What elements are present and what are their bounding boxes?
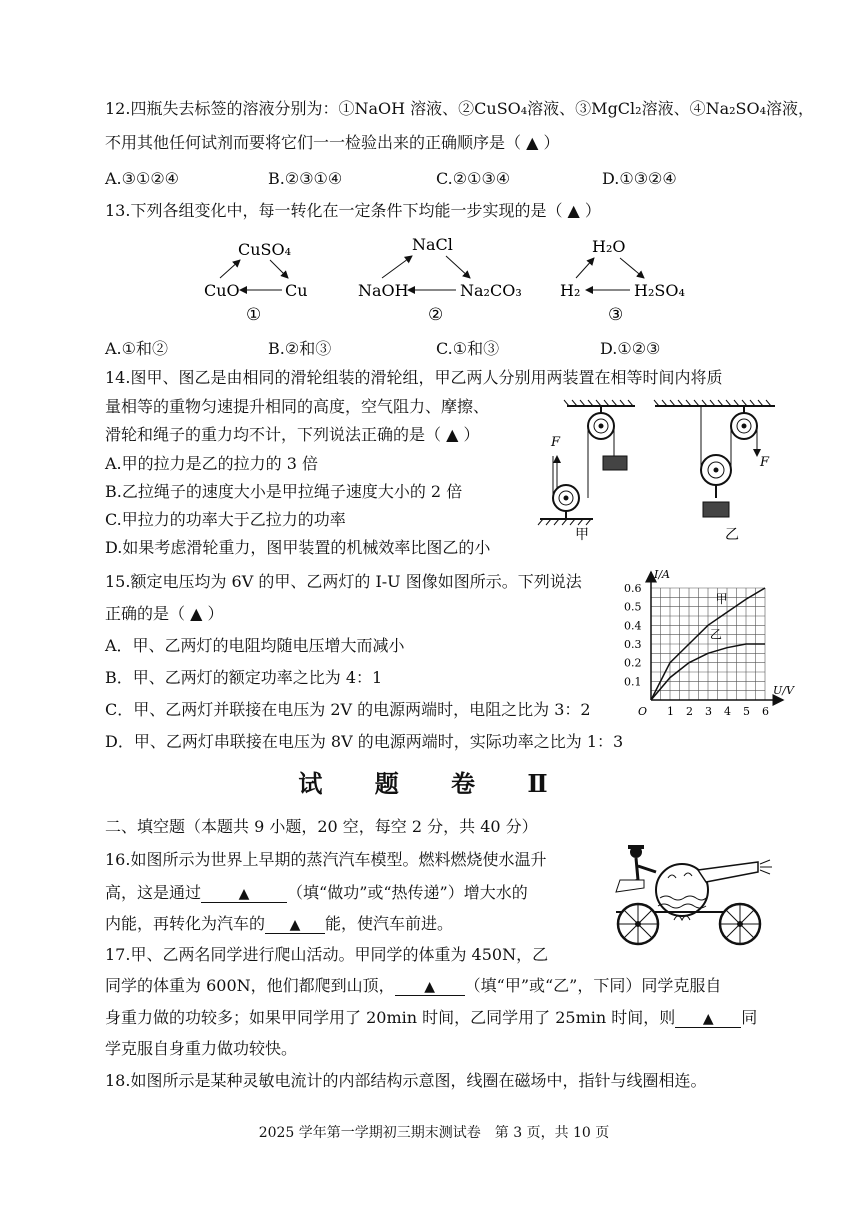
- q12-option-b: B.②③①④: [268, 169, 343, 188]
- q13-g1-arrow-up: [220, 260, 240, 278]
- q14-line3: 滑轮和绳子的重力均不计，下列说法正确的是（ ▲ ）: [105, 425, 480, 444]
- q13-g2-arrow-up: [382, 256, 412, 278]
- q14-option-a: A.甲的拉力是乙的拉力的 3 倍: [105, 454, 318, 473]
- q12-line1: 12.四瓶失去标签的溶液分别为：①NaOH 溶液、②CuSO₄溶液、③MgCl₂溶液、④Na₂SO₄溶液，: [105, 99, 815, 118]
- q12-option-c: C.②①③④: [436, 169, 511, 188]
- x-tick-label: 3: [705, 705, 712, 718]
- q16-text-d: 能，使汽车前进。: [325, 914, 454, 933]
- q17-blank-2[interactable]: ▲: [675, 1011, 741, 1028]
- q15-option-c: C．甲、乙两灯并联接在电压为 2V 的电源两端时，电阻之比为 3：2: [105, 700, 591, 719]
- q15-line1: 15.额定电压均为 6V 的甲、乙两灯的 I-U 图像如图所示。下列说法: [105, 572, 582, 591]
- q13-group-1: [204, 240, 308, 325]
- q15-line2: 正确的是（ ▲ ）: [105, 604, 224, 623]
- x-tick-label: 2: [686, 705, 693, 718]
- q14-line2: 量相等的重物匀速提升相同的高度，空气阻力、摩擦、: [105, 397, 490, 416]
- q17-text-b: （填“甲”或“乙”，下同）同学克服自: [464, 976, 722, 995]
- q14-force-b: F: [760, 455, 770, 470]
- q15-iu-chart: [618, 565, 803, 727]
- q17-text-d: 同: [741, 1008, 758, 1027]
- q16-text-a: 高，这是通过: [105, 883, 202, 902]
- q17-line4: 学克服自身重力做功较快。: [105, 1039, 298, 1058]
- q13-g2-arrow-down: [446, 256, 470, 278]
- steam-car-figure: [598, 832, 776, 950]
- q14-label-a: 甲: [575, 527, 589, 543]
- q13-g3-num: ③: [608, 305, 624, 325]
- q13-group-2: [358, 235, 522, 325]
- q16-line2: [105, 885, 528, 903]
- q13-g3-top: H₂O: [592, 237, 626, 256]
- q15-option-a: A．甲、乙两灯的电阻均随电压增大而减小: [105, 636, 405, 655]
- q13-option-b: B.②和③: [268, 339, 332, 358]
- q13-conversion-diagrams: [190, 228, 710, 328]
- page-footer: 2025 学年第一学期初三期末测试卷 第 3 页，共 10 页: [258, 1125, 610, 1141]
- q13-g2-top: NaCl: [412, 235, 453, 254]
- q13-g2-right: Na₂CO₃: [460, 281, 522, 300]
- q13-line1: 13.下列各组变化中，每一转化在一定条件下均能一步实现的是（ ▲ ）: [105, 201, 601, 220]
- q17-line3: [105, 1010, 757, 1028]
- q13-g3-arrow-up: [576, 258, 594, 278]
- q14-label-b: 乙: [725, 527, 739, 543]
- q17-text-a: 同学的体重为 600N，他们都爬到山顶，: [105, 976, 395, 995]
- section-title: 试 题 卷 Ⅱ: [298, 769, 570, 798]
- q13-g1-left: CuO: [204, 281, 240, 300]
- y-tick-label: 0.5: [624, 600, 642, 614]
- q14-line1: 14.图甲、图乙是由相同的滑轮组装的滑轮组，甲乙两人分别用两装置在相等时间内将质: [105, 368, 723, 387]
- series-label: 乙: [709, 627, 722, 642]
- series-label: 甲: [715, 591, 728, 606]
- y-tick-label: 0.3: [624, 638, 642, 651]
- q17-line2: [105, 978, 721, 996]
- q13-group-3: [560, 237, 685, 325]
- y-axis-label: I/A: [654, 568, 670, 581]
- y-tick-label: 0.2: [624, 656, 642, 670]
- q13-g3-arrow-down: [620, 258, 644, 278]
- q14-pulley-figure: [535, 398, 790, 550]
- x-tick-label: 4: [724, 705, 731, 718]
- pulley-a: [538, 400, 635, 543]
- q16-text-b: （填“做功”或“热传递”）增大水的: [287, 883, 528, 902]
- y-tick-label: 0.4: [624, 619, 642, 633]
- q17-line1: 17.甲、乙两名同学进行爬山活动。甲同学的体重为 450N，乙: [105, 945, 549, 964]
- q14-force-a: F: [551, 435, 561, 450]
- q13-g1-num: ①: [246, 305, 262, 325]
- q12-option-d: D.①③②④: [602, 169, 677, 188]
- q16-text-c: 内能，再转化为汽车的: [105, 914, 266, 933]
- q14-option-d: D.如果考虑滑轮重力，图甲装置的机械效率比图乙的小: [105, 538, 491, 557]
- q13-g2-left: NaOH: [358, 281, 409, 300]
- q12-line2: 不用其他任何试剂而要将它们一一检验出来的正确顺序是（ ▲ ）: [105, 133, 560, 152]
- x-axis-label: U/V: [773, 684, 794, 697]
- q13-option-a: A.①和②: [105, 339, 168, 358]
- y-tick-label: 0.1: [624, 675, 642, 689]
- chart-labels: [624, 568, 795, 718]
- q16-line1: 16.如图所示为世界上早期的蒸汽汽车模型。燃料燃烧使水温升: [105, 850, 547, 869]
- pulley-b: [654, 400, 775, 543]
- q16-blank-1[interactable]: ▲: [201, 886, 287, 903]
- q13-option-d: D.①②③: [600, 339, 661, 358]
- q18-line1: 18.如图所示是某种灵敏电流计的内部结构示意图，线圈在磁场中，指针与线圈相连。: [105, 1071, 707, 1090]
- q17-text-c: 身重力做的功较多；如果甲同学用了 20min 时间，乙同学用了 25min 时间，则: [105, 1008, 676, 1027]
- q14-option-c: C.甲拉力的功率大于乙拉力的功率: [105, 510, 346, 529]
- origin-label: O: [638, 705, 648, 718]
- q16-line3: [105, 916, 453, 934]
- q13-g1-top: CuSO₄: [238, 240, 292, 259]
- q13-g2-num: ②: [428, 305, 444, 325]
- q13-g3-left: H₂: [560, 281, 581, 300]
- q15-option-b: B．甲、乙两灯的额定功率之比为 4：1: [105, 668, 383, 687]
- y-tick-label: 0.6: [624, 582, 642, 595]
- q12-option-a: A.③①②④: [105, 169, 180, 188]
- q13-g1-right: Cu: [285, 281, 308, 300]
- x-tick-label: 1: [667, 705, 674, 718]
- q15-option-d: D．甲、乙两灯串联接在电压为 8V 的电源两端时，实际功率之比为 1：3: [105, 732, 624, 751]
- q17-blank-1[interactable]: ▲: [395, 979, 465, 996]
- x-tick-label: 6: [762, 705, 769, 718]
- q16-blank-2[interactable]: ▲: [265, 917, 325, 934]
- q14-option-b: B.乙拉绳子的速度大小是甲拉绳子速度大小的 2 倍: [105, 482, 463, 501]
- q13-g3-right: H₂SO₄: [634, 281, 685, 300]
- x-tick-label: 5: [743, 705, 750, 718]
- section-header: 二、填空题（本题共 9 小题，20 空，每空 2 分，共 40 分）: [105, 817, 538, 836]
- q13-g1-arrow-down: [270, 260, 288, 278]
- q13-option-c: C.①和③: [436, 339, 500, 358]
